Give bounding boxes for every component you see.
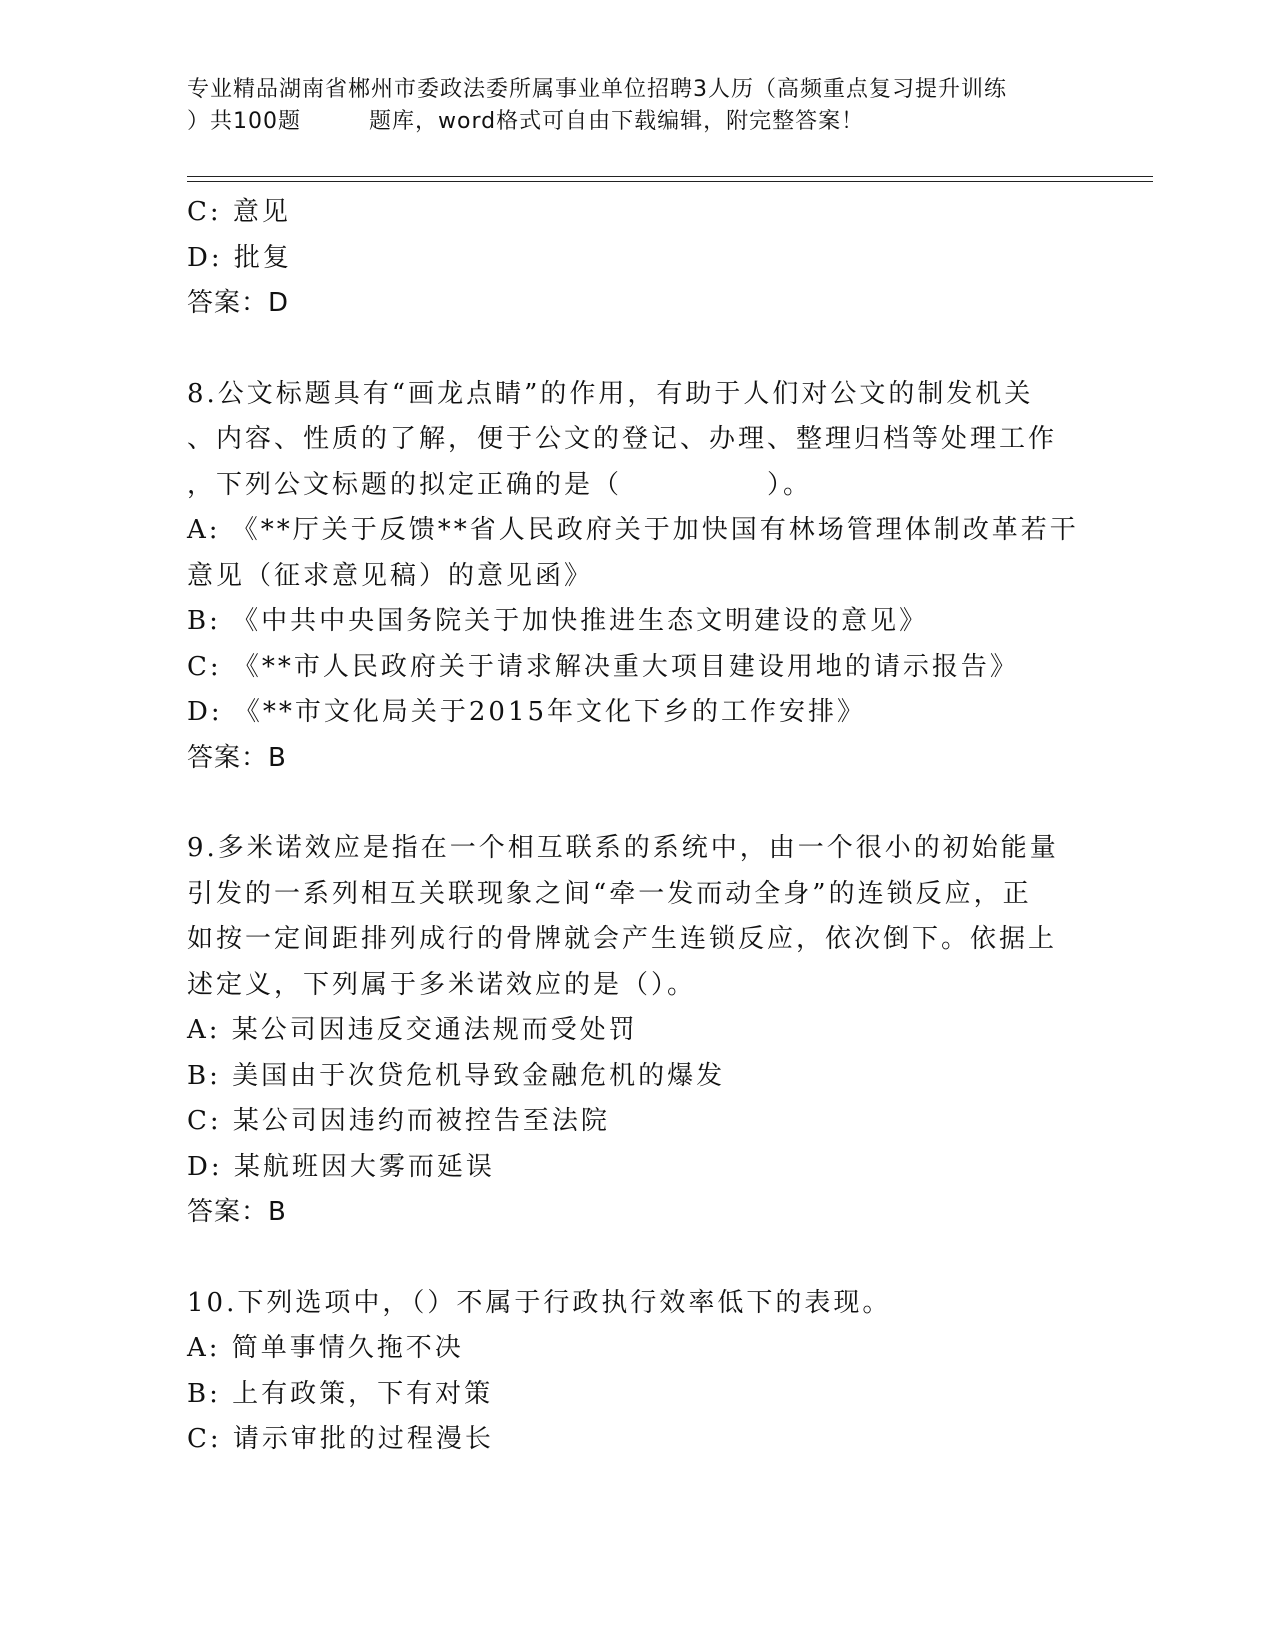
option-b: B: 《中共中央国务院关于加快推进生态文明建设的意见》 bbox=[187, 606, 929, 636]
question-stem: 8.公文标题具有“画龙点睛”的作用，有助于人们对公文的制发机关 bbox=[187, 378, 1034, 409]
question-stem: 述定义，下列属于多米诺效应的是（）。 bbox=[187, 969, 697, 1000]
question-10 bbox=[187, 1281, 1087, 1463]
question-stem: ，下列公文标题的拟定正确的是（ ）。 bbox=[187, 469, 813, 500]
answer: 答案：D bbox=[187, 288, 290, 318]
option-c: C: 请示审批的过程漫长 bbox=[187, 1424, 494, 1454]
header-title-part-a: ）共100题 bbox=[187, 109, 301, 134]
option-d: D: 《**市文化局关于2015年文化下乡的工作安排》 bbox=[187, 697, 867, 727]
option-d: D: 批复 bbox=[187, 242, 292, 273]
answer: 答案：B bbox=[187, 742, 287, 773]
header-divider-bottom bbox=[187, 181, 1153, 182]
header-title-part-b: 题库，word格式可自由下载编辑，附完整答案！ bbox=[369, 109, 865, 134]
question-list bbox=[187, 190, 1087, 1463]
question-stem: 9.多米诺效应是指在一个相互联系的系统中，由一个很小的初始能量 bbox=[187, 833, 1059, 863]
question-9 bbox=[187, 826, 1087, 1236]
option-b: B: 上有政策，下有对策 bbox=[187, 1378, 494, 1409]
option-d: D: 某航班因大雾而延误 bbox=[187, 1151, 495, 1182]
question-stem: 、内容、性质的了解，便于公文的登记、办理、整理归档等处理工作 bbox=[187, 424, 1058, 454]
answer: 答案：B bbox=[187, 1197, 287, 1227]
page-header bbox=[187, 74, 1087, 138]
question-stem: 引发的一系列相互关联现象之间“牵一发而动全身”的连锁反应，正 bbox=[187, 878, 1032, 909]
question-stem: 10.下列选项中，（）不属于行政执行效率低下的表现。 bbox=[187, 1287, 892, 1318]
question-7-tail bbox=[187, 190, 1087, 327]
option-c: C: 某公司因违约而被控告至法院 bbox=[187, 1106, 610, 1136]
option-a-continued: 意见（征求意见稿）的意见函》 bbox=[187, 560, 594, 591]
option-a: A: 简单事情久拖不决 bbox=[187, 1333, 464, 1363]
header-title-line-2 bbox=[187, 106, 1087, 138]
question-stem: 如按一定间距排列成行的骨牌就会产生连锁反应，依次倒下。依据上 bbox=[187, 924, 1058, 954]
option-a: A: 《**厅关于反馈**省人民政府关于加快国有林场管理体制改革若干 bbox=[187, 515, 1079, 545]
option-c: C: 《**市人民政府关于请求解决重大项目建设用地的请示报告》 bbox=[187, 651, 1019, 682]
option-b: B: 美国由于次贷危机导致金融危机的爆发 bbox=[187, 1060, 726, 1091]
option-c: C: 意见 bbox=[187, 197, 291, 227]
header-title-line-1: 专业精品湖南省郴州市委政法委所属事业单位招聘3人历（高频重点复习提升训练 bbox=[187, 77, 1007, 102]
question-8 bbox=[187, 372, 1087, 782]
header-divider-top bbox=[187, 176, 1153, 177]
option-a: A: 某公司因违反交通法规而受处罚 bbox=[187, 1015, 638, 1045]
